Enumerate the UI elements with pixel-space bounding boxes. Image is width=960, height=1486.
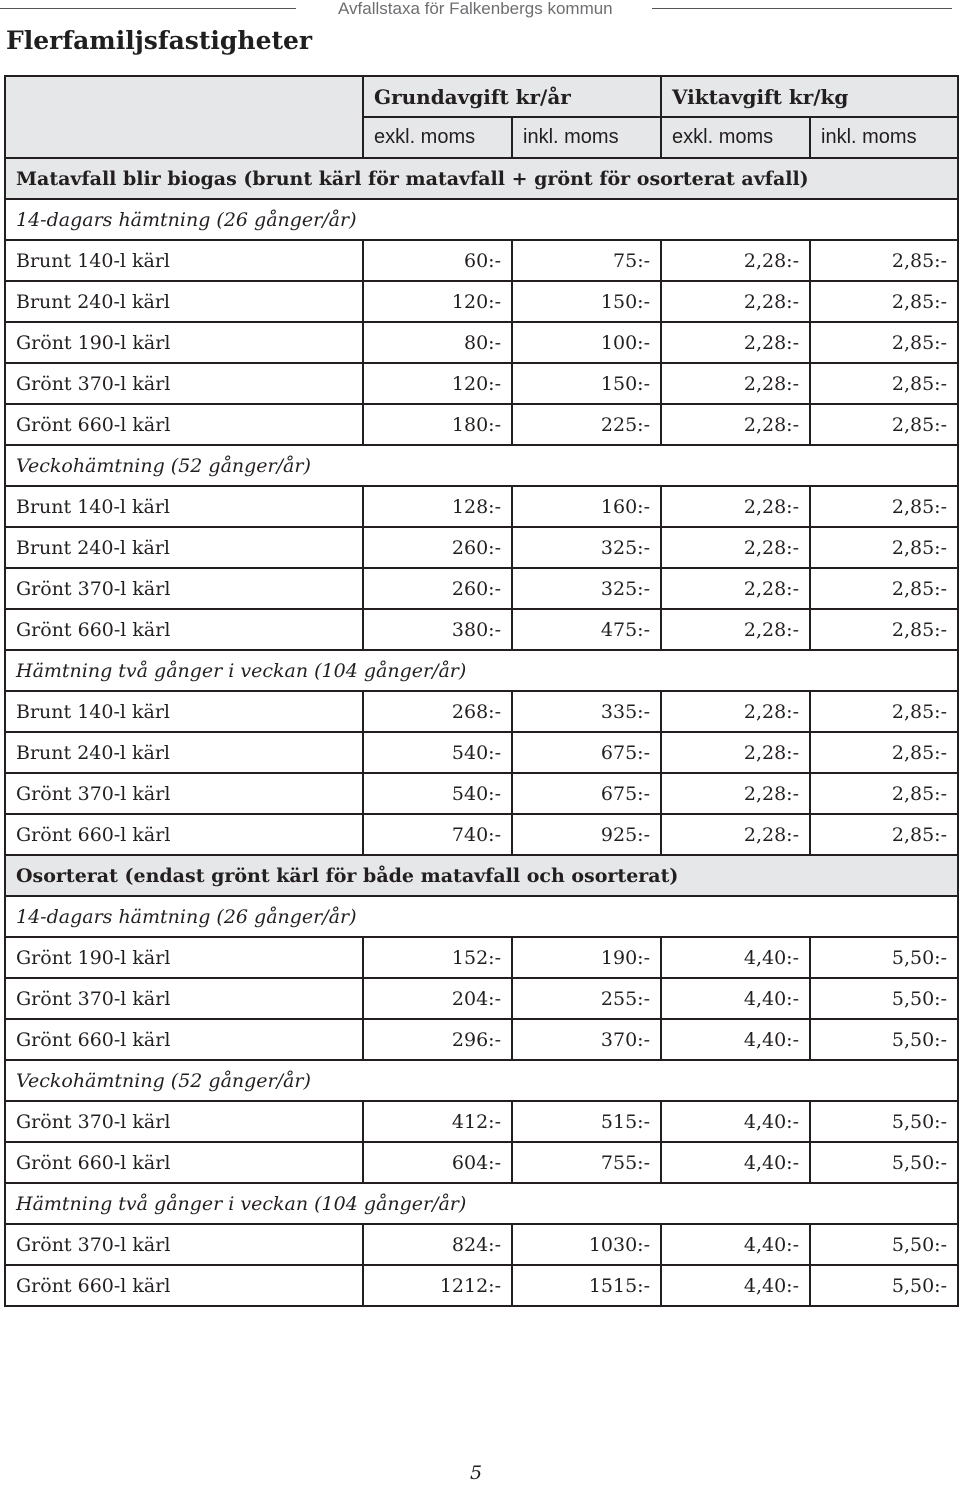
weight-fee-excl-vat: 2,28:- xyxy=(661,691,810,732)
group-header-base-fee: Grundavgift kr/år xyxy=(363,76,661,117)
table-row xyxy=(5,978,958,1019)
table-row xyxy=(5,486,958,527)
period-heading-row xyxy=(5,199,958,240)
weight-fee-excl-vat: 2,28:- xyxy=(661,527,810,568)
weight-fee-incl-vat: 2,85:- xyxy=(810,486,958,527)
weight-fee-excl-vat: 2,28:- xyxy=(661,568,810,609)
base-fee-excl-vat: 540:- xyxy=(363,732,512,773)
weight-fee-excl-vat: 2,28:- xyxy=(661,609,810,650)
base-fee-excl-vat: 128:- xyxy=(363,486,512,527)
base-fee-excl-vat: 412:- xyxy=(363,1101,512,1142)
container-label: Grönt 660-l kärl xyxy=(5,1142,363,1183)
weight-fee-excl-vat: 2,28:- xyxy=(661,281,810,322)
weight-fee-incl-vat: 5,50:- xyxy=(810,937,958,978)
weight-fee-incl-vat: 2,85:- xyxy=(810,814,958,855)
weight-fee-incl-vat: 2,85:- xyxy=(810,363,958,404)
section-heading-row xyxy=(5,158,958,199)
base-fee-incl-vat: 475:- xyxy=(512,609,661,650)
base-fee-incl-vat: 225:- xyxy=(512,404,661,445)
weight-fee-excl-vat: 2,28:- xyxy=(661,240,810,281)
weight-fee-incl-vat: 2,85:- xyxy=(810,609,958,650)
base-fee-incl-vat: 325:- xyxy=(512,568,661,609)
weight-fee-incl-vat: 5,50:- xyxy=(810,1101,958,1142)
container-label: Grönt 370-l kärl xyxy=(5,773,363,814)
container-label: Brunt 240-l kärl xyxy=(5,732,363,773)
table-row xyxy=(5,568,958,609)
container-label: Grönt 370-l kärl xyxy=(5,1224,363,1265)
table-row xyxy=(5,1142,958,1183)
base-fee-incl-vat: 190:- xyxy=(512,937,661,978)
base-fee-incl-vat: 1515:- xyxy=(512,1265,661,1306)
base-fee-excl-vat: 740:- xyxy=(363,814,512,855)
base-fee-excl-vat: 1212:- xyxy=(363,1265,512,1306)
base-fee-excl-vat: 120:- xyxy=(363,281,512,322)
section-heading: Osorterat (endast grönt kärl för både matavfall och osorterat) xyxy=(5,855,958,896)
table-row xyxy=(5,527,958,568)
container-label: Grönt 660-l kärl xyxy=(5,609,363,650)
table-row xyxy=(5,240,958,281)
weight-fee-excl-vat: 4,40:- xyxy=(661,937,810,978)
base-fee-excl-vat: 268:- xyxy=(363,691,512,732)
base-fee-excl-vat: 296:- xyxy=(363,1019,512,1060)
container-label: Brunt 140-l kärl xyxy=(5,240,363,281)
base-fee-incl-vat: 160:- xyxy=(512,486,661,527)
base-fee-excl-vat: 824:- xyxy=(363,1224,512,1265)
period-heading-row xyxy=(5,445,958,486)
base-fee-incl-vat: 675:- xyxy=(512,732,661,773)
sub-header-weight-incl: inkl. moms xyxy=(810,117,958,158)
period-heading: Hämtning två gånger i veckan (104 gånger/år) xyxy=(5,1183,958,1224)
weight-fee-incl-vat: 2,85:- xyxy=(810,281,958,322)
period-heading: Veckohämtning (52 gånger/år) xyxy=(5,1060,958,1101)
group-header-weight-fee: Viktavgift kr/kg xyxy=(661,76,958,117)
container-label: Grönt 370-l kärl xyxy=(5,568,363,609)
container-label: Grönt 660-l kärl xyxy=(5,1265,363,1306)
base-fee-incl-vat: 75:- xyxy=(512,240,661,281)
table-row xyxy=(5,1019,958,1060)
tariff-body xyxy=(5,158,958,1306)
period-heading-row xyxy=(5,1183,958,1224)
weight-fee-excl-vat: 2,28:- xyxy=(661,363,810,404)
base-fee-incl-vat: 925:- xyxy=(512,814,661,855)
header-rule-right xyxy=(652,8,952,9)
table-row xyxy=(5,814,958,855)
base-fee-incl-vat: 150:- xyxy=(512,281,661,322)
container-label: Grönt 190-l kärl xyxy=(5,322,363,363)
weight-fee-incl-vat: 2,85:- xyxy=(810,240,958,281)
base-fee-incl-vat: 1030:- xyxy=(512,1224,661,1265)
weight-fee-incl-vat: 5,50:- xyxy=(810,978,958,1019)
table-row xyxy=(5,773,958,814)
weight-fee-incl-vat: 2,85:- xyxy=(810,404,958,445)
weight-fee-incl-vat: 5,50:- xyxy=(810,1019,958,1060)
weight-fee-excl-vat: 2,28:- xyxy=(661,773,810,814)
base-fee-incl-vat: 150:- xyxy=(512,363,661,404)
weight-fee-incl-vat: 2,85:- xyxy=(810,527,958,568)
container-label: Grönt 370-l kärl xyxy=(5,1101,363,1142)
table-row xyxy=(5,404,958,445)
weight-fee-incl-vat: 2,85:- xyxy=(810,691,958,732)
table-row xyxy=(5,1265,958,1306)
weight-fee-excl-vat: 4,40:- xyxy=(661,1101,810,1142)
base-fee-incl-vat: 255:- xyxy=(512,978,661,1019)
weight-fee-excl-vat: 4,40:- xyxy=(661,1019,810,1060)
section-heading-row xyxy=(5,855,958,896)
weight-fee-incl-vat: 2,85:- xyxy=(810,732,958,773)
sub-header-base-incl: inkl. moms xyxy=(512,117,661,158)
base-fee-incl-vat: 335:- xyxy=(512,691,661,732)
container-label: Brunt 240-l kärl xyxy=(5,281,363,322)
container-label: Brunt 240-l kärl xyxy=(5,527,363,568)
period-heading-row xyxy=(5,650,958,691)
sub-header-base-excl: exkl. moms xyxy=(363,117,512,158)
group-header-row xyxy=(5,76,958,117)
page-number: 5 xyxy=(470,1462,483,1484)
base-fee-incl-vat: 515:- xyxy=(512,1101,661,1142)
table-row xyxy=(5,1101,958,1142)
section-heading: Matavfall blir biogas (brunt kärl för matavfall + grönt för osorterat avfall) xyxy=(5,158,958,199)
empty-header-cell xyxy=(5,76,363,158)
base-fee-excl-vat: 540:- xyxy=(363,773,512,814)
period-heading: Hämtning två gånger i veckan (104 gånger/år) xyxy=(5,650,958,691)
base-fee-incl-vat: 325:- xyxy=(512,527,661,568)
base-fee-incl-vat: 675:- xyxy=(512,773,661,814)
table-row xyxy=(5,609,958,650)
base-fee-excl-vat: 152:- xyxy=(363,937,512,978)
base-fee-excl-vat: 204:- xyxy=(363,978,512,1019)
table-row xyxy=(5,363,958,404)
weight-fee-incl-vat: 5,50:- xyxy=(810,1224,958,1265)
container-label: Brunt 140-l kärl xyxy=(5,691,363,732)
base-fee-excl-vat: 120:- xyxy=(363,363,512,404)
weight-fee-excl-vat: 2,28:- xyxy=(661,404,810,445)
table-row xyxy=(5,1224,958,1265)
weight-fee-excl-vat: 2,28:- xyxy=(661,732,810,773)
period-heading: Veckohämtning (52 gånger/år) xyxy=(5,445,958,486)
container-label: Grönt 190-l kärl xyxy=(5,937,363,978)
header-rule-left xyxy=(0,8,296,9)
page-title: Flerfamiljsfastigheter xyxy=(6,26,313,55)
weight-fee-incl-vat: 5,50:- xyxy=(810,1265,958,1306)
weight-fee-incl-vat: 5,50:- xyxy=(810,1142,958,1183)
base-fee-excl-vat: 60:- xyxy=(363,240,512,281)
table-row xyxy=(5,281,958,322)
container-label: Grönt 370-l kärl xyxy=(5,363,363,404)
table-row xyxy=(5,322,958,363)
base-fee-excl-vat: 80:- xyxy=(363,322,512,363)
weight-fee-excl-vat: 2,28:- xyxy=(661,486,810,527)
container-label: Grönt 660-l kärl xyxy=(5,404,363,445)
base-fee-incl-vat: 370:- xyxy=(512,1019,661,1060)
table-row xyxy=(5,732,958,773)
weight-fee-excl-vat: 2,28:- xyxy=(661,814,810,855)
base-fee-excl-vat: 260:- xyxy=(363,568,512,609)
container-label: Grönt 660-l kärl xyxy=(5,814,363,855)
weight-fee-excl-vat: 4,40:- xyxy=(661,1265,810,1306)
base-fee-excl-vat: 260:- xyxy=(363,527,512,568)
base-fee-incl-vat: 100:- xyxy=(512,322,661,363)
base-fee-excl-vat: 604:- xyxy=(363,1142,512,1183)
container-label: Brunt 140-l kärl xyxy=(5,486,363,527)
weight-fee-excl-vat: 2,28:- xyxy=(661,322,810,363)
sub-header-weight-excl: exkl. moms xyxy=(661,117,810,158)
container-label: Grönt 370-l kärl xyxy=(5,978,363,1019)
base-fee-incl-vat: 755:- xyxy=(512,1142,661,1183)
period-heading-row xyxy=(5,896,958,937)
base-fee-excl-vat: 380:- xyxy=(363,609,512,650)
period-heading: 14-dagars hämtning (26 gånger/år) xyxy=(5,199,958,240)
tariff-table xyxy=(4,75,959,1307)
running-title: Avfallstaxa för Falkenbergs kommun xyxy=(338,0,613,18)
container-label: Grönt 660-l kärl xyxy=(5,1019,363,1060)
base-fee-excl-vat: 180:- xyxy=(363,404,512,445)
weight-fee-excl-vat: 4,40:- xyxy=(661,1142,810,1183)
table-row xyxy=(5,937,958,978)
weight-fee-excl-vat: 4,40:- xyxy=(661,1224,810,1265)
period-heading-row xyxy=(5,1060,958,1101)
weight-fee-incl-vat: 2,85:- xyxy=(810,568,958,609)
weight-fee-incl-vat: 2,85:- xyxy=(810,322,958,363)
table-row xyxy=(5,691,958,732)
period-heading: 14-dagars hämtning (26 gånger/år) xyxy=(5,896,958,937)
weight-fee-excl-vat: 4,40:- xyxy=(661,978,810,1019)
weight-fee-incl-vat: 2,85:- xyxy=(810,773,958,814)
